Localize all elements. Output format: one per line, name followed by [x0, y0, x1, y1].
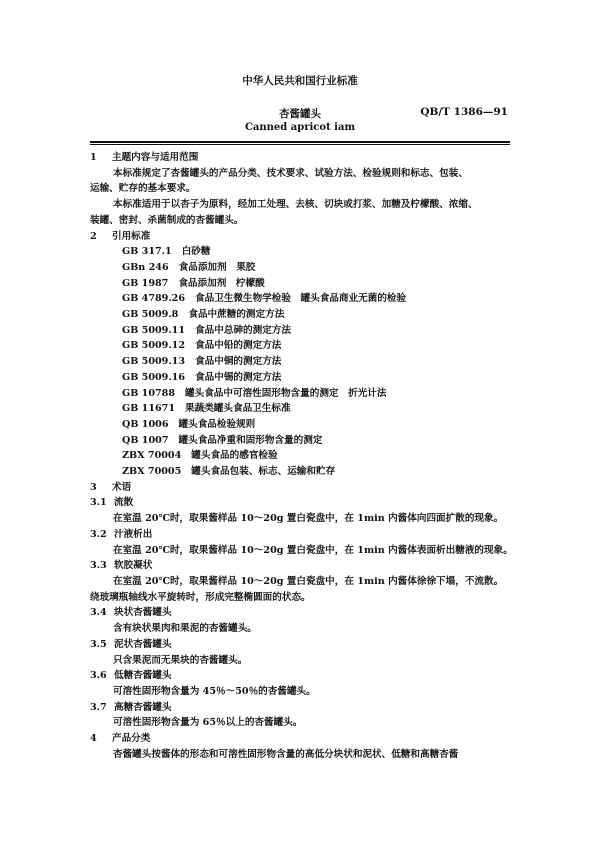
- term-number: 3.2: [90, 528, 107, 540]
- section-heading-2: [90, 229, 515, 245]
- paragraph-line: 本标准规定了杏酱罐头的产品分类、技术要求、试验方法、检验规则和标志、包装、: [113, 167, 468, 179]
- reference-item: [90, 448, 515, 464]
- reference-code: GBn 246: [122, 261, 169, 273]
- reference-name: 罐头食品检验规则: [178, 418, 256, 430]
- term-heading: [90, 558, 515, 574]
- standard-code: QB/T 1386—91: [420, 106, 508, 118]
- reference-name: 食品卫生微生物学检验 罐头食品商业无菌的检验: [195, 293, 407, 305]
- reference-code: GB 5009.11: [122, 324, 186, 336]
- section-number: 1: [90, 152, 97, 163]
- document-body: [90, 150, 515, 762]
- term-heading: [90, 637, 515, 653]
- term-title: 低糖杏酱罐头: [114, 670, 172, 682]
- term-definition: 可溶性固形物含量为 65％以上的杏酱罐头。: [113, 717, 303, 729]
- reference-code: GB 5009.8: [122, 309, 179, 321]
- reference-item: [90, 417, 515, 433]
- reference-name: 罐头食品净重和固形物含量的测定: [178, 434, 323, 446]
- reference-name: 食品中蔗糖的测定方法: [188, 309, 285, 321]
- reference-name: 白砂糖: [181, 246, 211, 258]
- reference-item: [90, 386, 515, 402]
- reference-name: 食品中总砷的测定方法: [195, 324, 291, 336]
- term-heading: [90, 605, 515, 621]
- reference-name: 罐头食品包装、标志、运输和贮存: [191, 466, 336, 478]
- reference-item: [90, 307, 515, 323]
- english-title: Canned apricot iam: [244, 122, 356, 133]
- term-title: 软胶凝状: [114, 560, 153, 572]
- term-definition: 只含果泥而无果块的杏酱罐头。: [113, 654, 248, 666]
- reference-list: [90, 244, 515, 480]
- standard-title: 杏酱罐头: [279, 108, 321, 120]
- reference-code: GB 5009.16: [122, 371, 186, 383]
- term-title: 流散: [114, 497, 134, 509]
- term-definition: 在室温 20℃时，取果酱样品 10～20g 置白瓷盘中，在 1min 内酱体表面析出糖液的现象。: [113, 544, 513, 556]
- paragraph-line: 本标准适用于以杏子为原料，经加工处理、去核、切块或打浆、加糖及柠檬酸、浓缩、: [113, 199, 478, 211]
- reference-name: 食品中铜的测定方法: [195, 356, 282, 368]
- reference-item: [90, 260, 515, 276]
- term-title: 泥状杏酱罐头: [114, 638, 172, 650]
- term-heading: [90, 527, 515, 543]
- reference-name: 食品中锡的测定方法: [195, 371, 282, 383]
- header-rule-thin: [90, 144, 510, 145]
- term-title: 块状杏酱罐头: [114, 607, 172, 619]
- reference-item: [90, 338, 515, 354]
- reference-name: 罐头食品的感官检验: [191, 450, 278, 462]
- term-title: 高糖杏酱罐头: [114, 701, 172, 713]
- term-number: 3.1: [90, 497, 107, 509]
- term-definition: 绕玻璃瓶轴线水平旋转时，形成完整椭圆面的状态。: [90, 591, 311, 603]
- section-heading-3: [90, 480, 515, 496]
- term-number: 3.5: [90, 638, 107, 650]
- section-title: 产品分类: [112, 733, 151, 745]
- header-rule-thick: [90, 141, 510, 143]
- section-number: 4: [90, 733, 97, 745]
- section-title: 引用标准: [112, 230, 151, 242]
- paragraph-line: 装罐、密封、杀菌制成的杏酱罐头。: [90, 214, 244, 226]
- term-definition: 含有块状果肉和果泥的杏酱罐头。: [113, 623, 257, 635]
- section-number: 2: [90, 230, 97, 242]
- reference-code: QB 1006: [122, 418, 169, 430]
- reference-code: ZBX 70005: [122, 466, 182, 478]
- reference-name: 果蔬类罐头食品卫生标准: [185, 403, 291, 415]
- term-definition: 可溶性固形物含量为 45％～50％的杏酱罐头。: [113, 685, 316, 697]
- term-number: 3.7: [90, 701, 107, 713]
- paragraph-line: 杏酱罐头按酱体的形态和可溶性固形物含量的高低分块状和泥状、低糖和高糖杏酱: [113, 748, 459, 760]
- reference-item: [90, 323, 515, 339]
- term-heading: [90, 700, 515, 716]
- reference-code: QB 1007: [122, 434, 169, 446]
- term-definition: 在室温 20℃时，取果酱样品 10～20g 置白瓷盘中，在 1min 内酱体向四面扩散的现象。: [113, 513, 504, 525]
- section-heading-1: [90, 150, 515, 166]
- reference-item: [90, 464, 515, 480]
- term-definition: 在室温 20℃时，取果酱样品 10～20g 置白瓷盘中，在 1min 内酱体徐徐下塌，不流散。: [113, 575, 504, 587]
- reference-code: ZBX 70004: [122, 450, 182, 462]
- reference-item: [90, 370, 515, 386]
- section-heading-4: [90, 731, 515, 747]
- section-title: 主题内容与适用范围: [112, 152, 199, 163]
- term-heading: [90, 495, 515, 511]
- reference-item: [90, 244, 515, 260]
- reference-name: 罐头食品中可溶性固形物含量的测定 折光计法: [185, 387, 387, 399]
- term-number: 3.6: [90, 670, 107, 682]
- reference-code: GB 11671: [122, 403, 176, 415]
- reference-item: [90, 401, 515, 417]
- reference-code: GB 4789.26: [122, 293, 186, 305]
- term-heading: [90, 668, 515, 684]
- reference-code: GB 1987: [122, 277, 169, 289]
- reference-name: 食品添加剂 果胶: [178, 261, 256, 273]
- reference-item: [90, 291, 515, 307]
- section-title: 术语: [112, 481, 132, 493]
- term-number: 3.3: [90, 560, 107, 572]
- reference-name: 食品中铅的测定方法: [195, 340, 282, 352]
- section-number: 3: [90, 481, 97, 493]
- org-title: 中华人民共和国行业标准: [242, 75, 358, 87]
- reference-code: GB 5009.13: [122, 356, 186, 368]
- reference-code: GB 5009.12: [122, 340, 186, 352]
- reference-item: [90, 433, 515, 449]
- reference-code: GB 317.1: [122, 246, 172, 258]
- reference-item: [90, 354, 515, 370]
- reference-code: GB 10788: [122, 387, 176, 399]
- term-title: 汁液析出: [114, 528, 153, 540]
- reference-name: 食品添加剂 柠檬酸: [178, 277, 265, 289]
- term-number: 3.4: [90, 607, 107, 619]
- paragraph-line: 运输、贮存的基本要求。: [90, 183, 196, 195]
- reference-item: [90, 276, 515, 292]
